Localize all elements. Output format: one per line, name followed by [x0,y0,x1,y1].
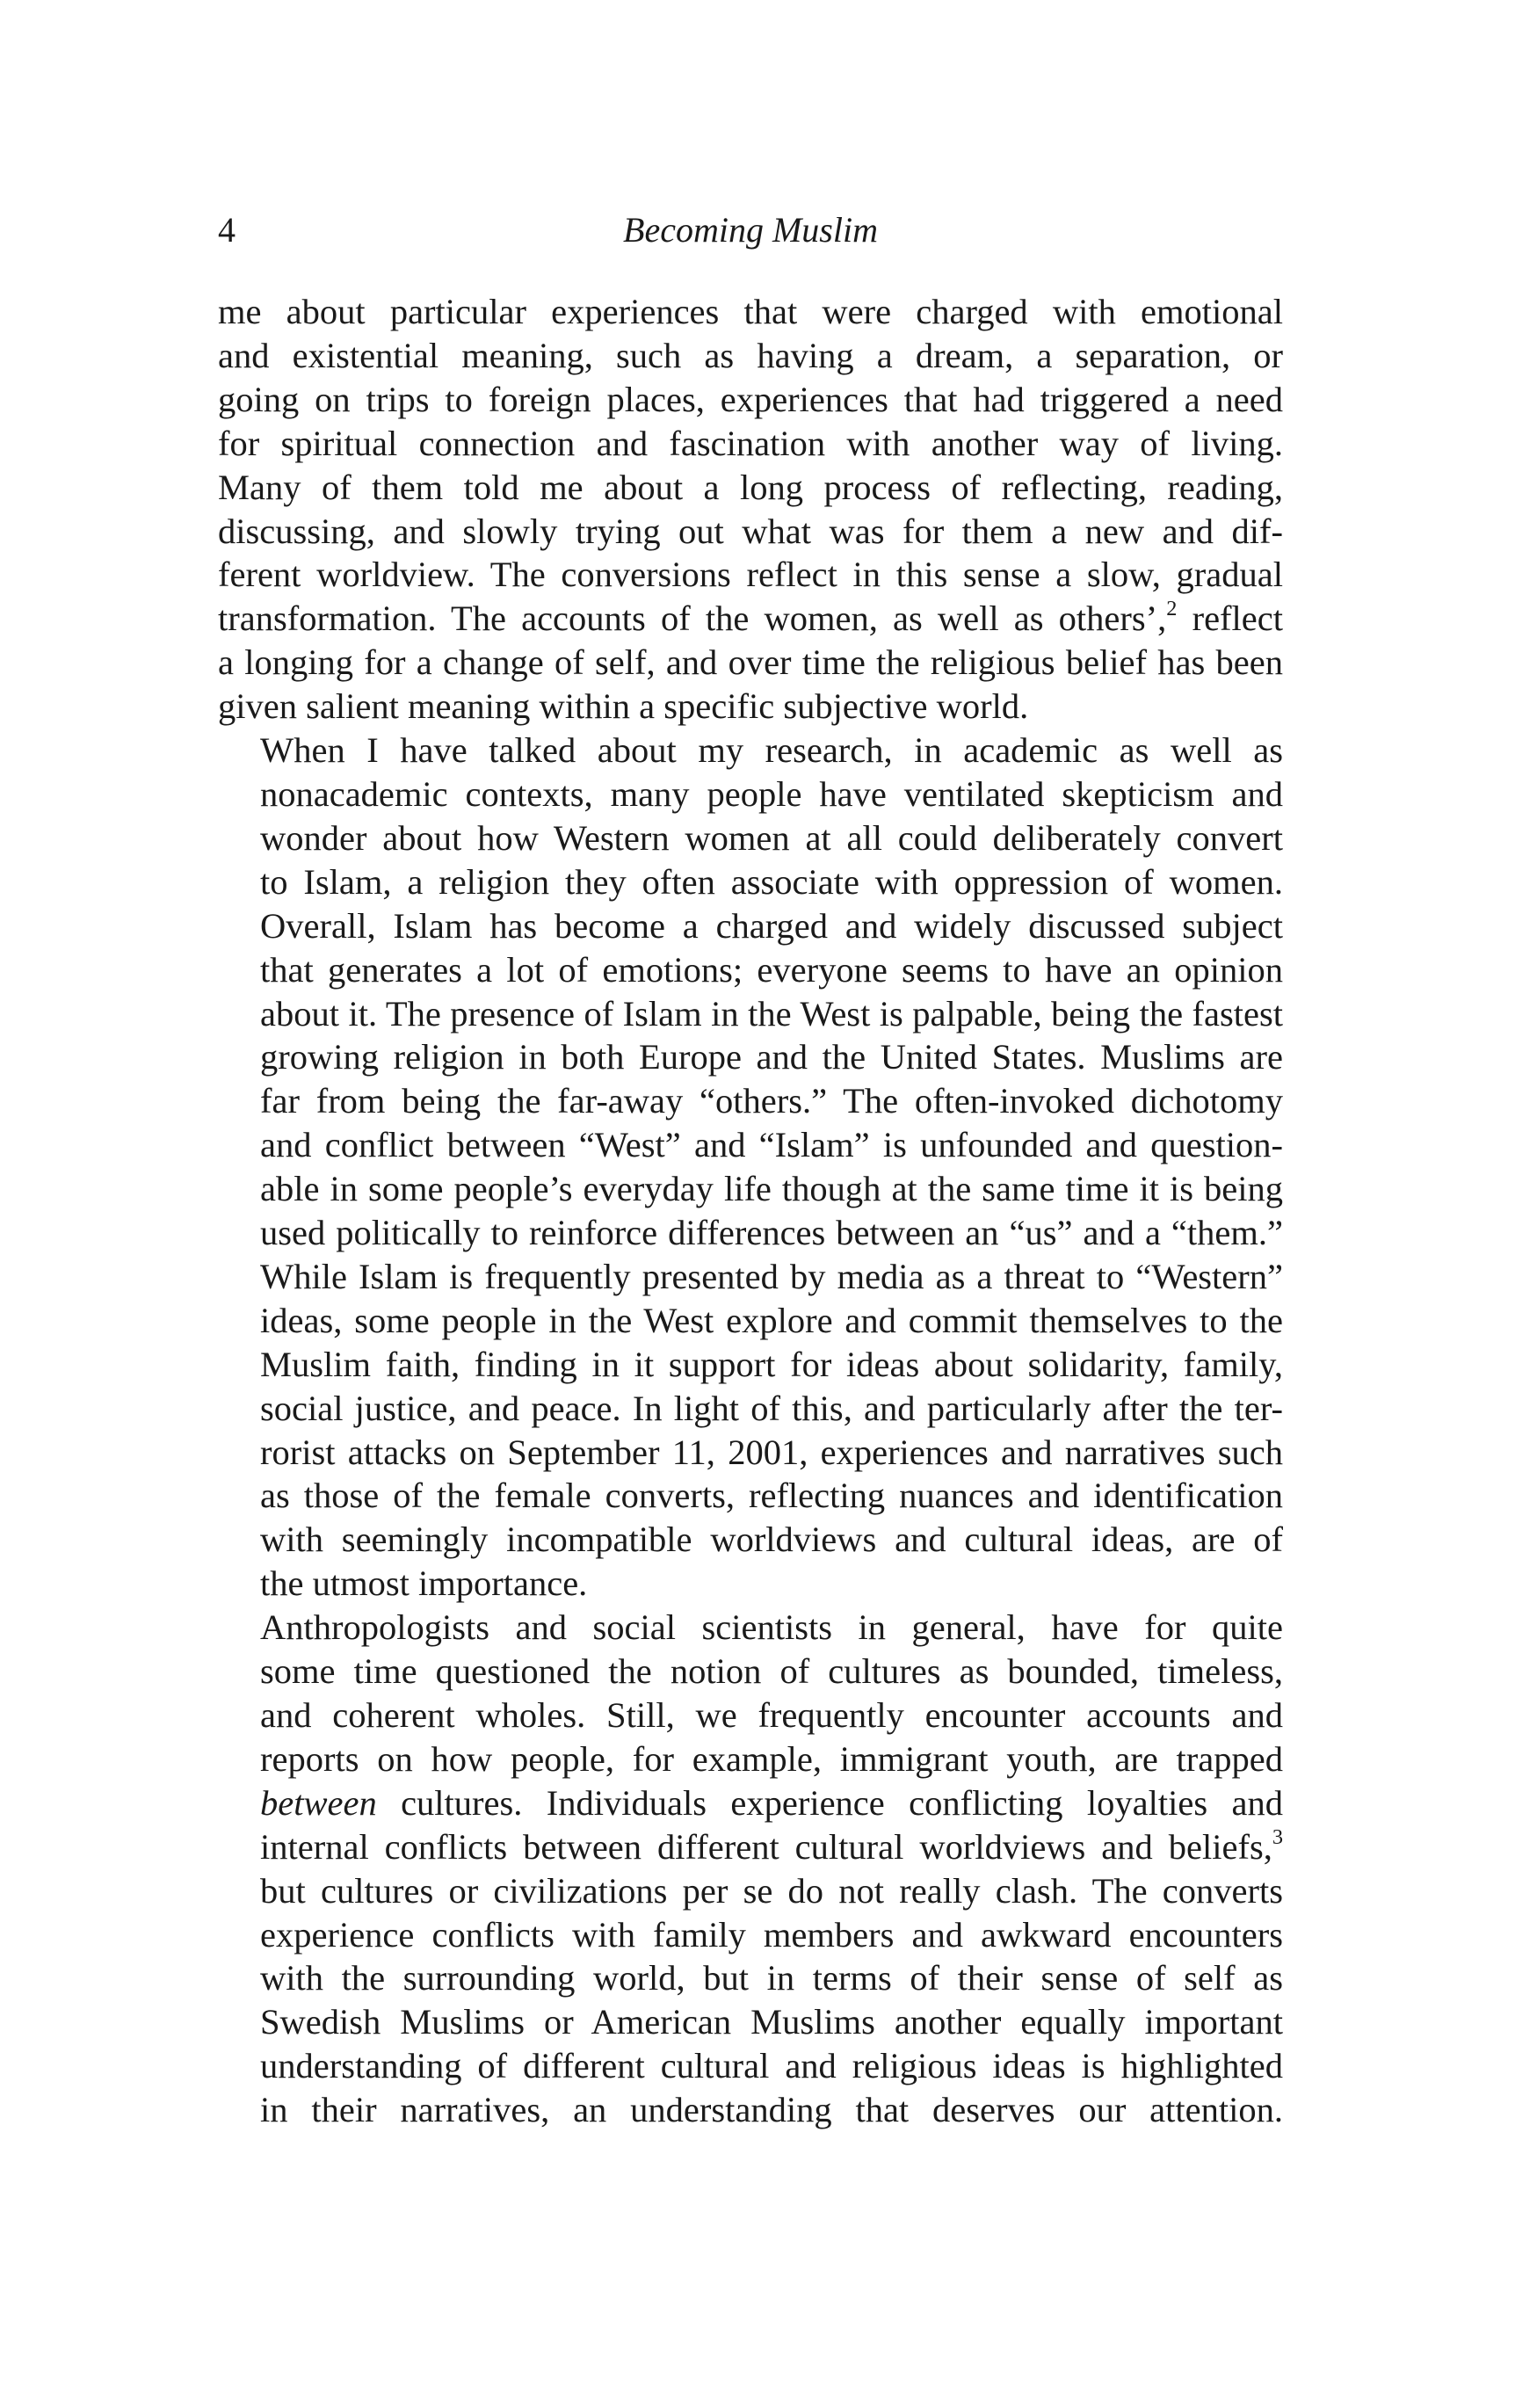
text-line: Overall, Islam has become a charged and widely discussed subject [260,905,1283,946]
text-line: nonacademic contexts, many people have ventilated skepticism and [260,773,1283,814]
running-head [218,204,1283,257]
text-line: a longing for a change of self, and over time the religious belief has been [218,642,1283,683]
text-line: some time questioned the notion of cultures as bounded, timeless, [260,1651,1283,1692]
text-line: in their narratives, an understanding that deserves our attention. [260,2090,1283,2130]
text-line: given salient meaning within a specific subjective world. [218,686,1029,727]
paragraph-2 [218,729,1283,1606]
text-line: growing religion in both Europe and the United States. Muslims are [260,1037,1283,1077]
text-line: ideas, some people in the West explore and commit themselves to the [260,1300,1283,1340]
text-line: and coherent wholes. Still, we frequently encounter accounts and [260,1695,1283,1735]
text-line: rorist attacks on September 11, 2001, experiences and narratives such [260,1432,1283,1472]
text-line: wonder about how Western women at all could deliberately convert [260,817,1283,858]
page-number: 4 [218,210,236,250]
text-line: ferent worldview. The conversions reflect in this sense a slow, gradual [218,555,1283,595]
text-line: with the surrounding world, but in terms of their sense of self as [260,1958,1283,1998]
text-line: reports on how people, for example, immigrant youth, are trapped [260,1738,1283,1779]
italic-word: between [260,1782,377,1823]
footnote-ref-3[interactable]: 3 [1272,1824,1283,1849]
text-line: as those of the female converts, reflecting nuances and identification [260,1476,1283,1516]
text-line: with seemingly incompatible worldviews and cultural ideas, are of [260,1520,1283,1560]
text-line-with-note [218,597,1283,641]
text-line: Swedish Muslims or American Muslims another equally important [260,2002,1283,2042]
footnote-ref-2[interactable]: 2 [1166,597,1178,621]
text-line: for spiritual connection and fascination with another way of living. [218,423,1283,463]
text-line: experience conflicts with family members and awkward encounters [260,1914,1283,1955]
text-line: about it. The presence of Islam in the West is palpable, being the fastest [260,993,1283,1034]
text-line: used politically to reinforce differences between an “us” and a “them.” [260,1213,1283,1253]
line-text: cultures. Individuals experience conflicting loyalties and [401,1782,1283,1823]
text-line: Many of them told me about a long process of reflecting, reading, [218,467,1283,507]
text-line: social justice, and peace. In light of this, and particularly after the ter- [260,1388,1283,1428]
text-line: me about particular experiences that were charged with emotional [218,292,1283,331]
text-line: to Islam, a religion they often associate with oppression of women. [260,861,1283,902]
text-line: While Islam is frequently presented by media as a threat to “Western” [260,1256,1283,1296]
text-line: but cultures or civilizations per se do not really clash. The converts [260,1870,1283,1911]
paragraph-3 [218,1606,1283,2132]
text-line-with-note [218,1825,1283,1869]
text-line: and existential meaning, such as having a dream, a separation, or [218,335,1283,375]
line-text: reflect [1177,598,1284,639]
text-line: able in some people’s everyday life though at the same time it is being [260,1169,1283,1209]
text-line: that generates a lot of emotions; everyone seems to have an opinion [260,949,1283,990]
text-line: and conflict between “West” and “Islam” is unfounded and question- [260,1125,1283,1165]
body-text [218,290,1283,2132]
text-line: understanding of different cultural and religious ideas is highlighted [260,2046,1283,2086]
text-line: far from being the far-away “others.” The often-invoked dichotomy [260,1081,1283,1121]
running-title: Becoming Muslim [623,210,878,250]
text-line-with-italic [218,1781,1283,1825]
paragraph-1 [218,290,1283,729]
line-text: transformation. The accounts of the women, as well as others’, [218,598,1167,639]
text-line: Anthropologists and social scientists in general, have for quite [260,1607,1283,1648]
line-text: internal conflicts between different cultural worldviews and beliefs, [260,1826,1272,1867]
text-line: When I have talked about my research, in academic as well as [260,730,1283,771]
text-line: Muslim faith, finding in it support for ideas about solidarity, family, [260,1344,1283,1384]
text-line: the utmost importance. [260,1563,588,1604]
text-line: going on trips to foreign places, experiences that had triggered a need [218,379,1283,419]
text-line: discussing, and slowly trying out what was for them a new and dif- [218,511,1283,551]
